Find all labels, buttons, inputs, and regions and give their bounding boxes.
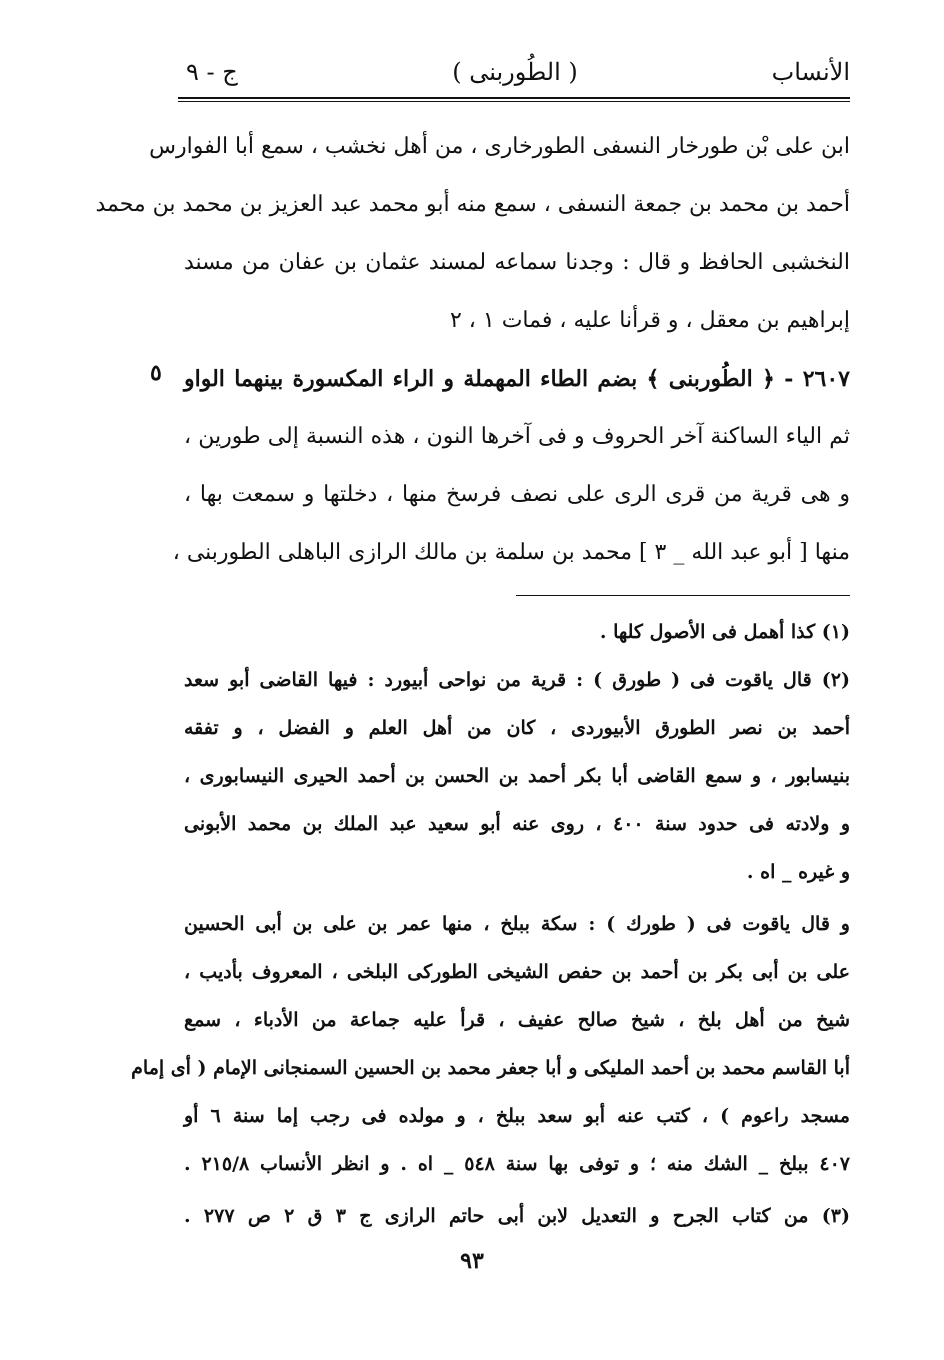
footnote-line: أبا القاسم محمد بن أحمد المليكى و أبا جعفر محمد بن الحسين السمنجانى الإمام ( أى إمام <box>131 1057 850 1079</box>
text-line: ابن على بْن طورخار النسفى الطورخارى ، من أهل نخشب ، سمع أبا الفوارس <box>149 134 850 159</box>
footnote-line: ٤٠٧ ببلخ _ الشك منه ؛ و توفى بها سنة ٥٤٨ _ اه . و انظر الأنساب ٢١٥/٨ . <box>184 1153 850 1175</box>
footnote-line: (٣) من كتاب الجرح و التعديل لابن أبى حاتم الرازى ج ٣ ق ٢ ص ٢٧٧ . <box>184 1205 850 1227</box>
margin-line-number: ٥ <box>150 360 162 386</box>
running-header <box>180 50 850 90</box>
entry-line: منها [ أبو عبد الله _ ٣ ] محمد بن سلمة بن مالك الرازى الباهلى الطوربنى ، <box>172 540 850 565</box>
entry-heading-text: ﴿ الطُوربنى ﴾ بضم الطاء المهملة و الراء المكسورة بينهما الواو <box>184 366 775 392</box>
text-line <box>184 292 850 350</box>
entry-number: ٢٦٠٧ - <box>784 366 850 392</box>
main-text <box>95 118 850 582</box>
header-title: ( الطُوربنى ) <box>452 58 578 86</box>
page-number: ٩٣ <box>460 1248 484 1274</box>
header-rule-thin <box>178 101 850 102</box>
text-line-content: إبراهيم بن معقل ، و قرأنا عليه ، فمات ١ ، ٢ <box>449 308 850 333</box>
footnote-line: مسجد راعوم ) ، كتب عنه أبو سعد ببلخ ، و مولده فى رجب إما سنة ٦ أو <box>184 1105 850 1127</box>
footnote-line: و ولادته فى حدود سنة ٤٠٠ ، روى عنه أبو سعيد عبد الملك بن محمد الأبونى <box>184 813 850 835</box>
text-line: النخشبى الحافظ و قال : وجدنا سماعه لمسند عثمان بن عفان من مسند <box>184 250 850 275</box>
volume-label: ج - ٩ <box>186 58 238 86</box>
footnote-line: شيخ من أهل بلخ ، شيخ صالح عفيف ، قرأ عليه جماعة من الأدباء ، سمع <box>184 1009 850 1031</box>
footnote-line: على بن أبى بكر بن أحمد بن حفص الشيخى الطوركى البلخى ، المعروف بأديب ، <box>184 961 850 983</box>
entry-line: ثم الياء الساكنة آخر الحروف و فى آخرها النون ، هذه النسبة إلى طورين ، <box>184 424 850 449</box>
footnote-line: (٢) قال ياقوت فى ( طورق ) : قرية من نواحى أبيورد : فيها القاضى أبو سعد <box>184 669 850 691</box>
entry-heading-line <box>184 350 850 408</box>
book-title: الأنساب <box>771 58 850 86</box>
text-line: أحمد بن محمد بن جمعة النسفى ، سمع منه أبو محمد عبد العزيز بن محمد بن محمد <box>95 192 850 217</box>
entry-line: و هى قرية من قرى الرى على نصف فرسخ منها ، دخلتها و سمعت بها ، <box>184 482 850 507</box>
footnote-line: بنيسابور ، و سمع القاضى أبا بكر أحمد بن الحسن بن أحمد الحيرى النيسابورى ، <box>184 765 850 787</box>
header-rule <box>178 97 850 99</box>
footnote-line: و غيره _ اه . <box>746 861 850 883</box>
footnote-line: (١) كذا أهمل فى الأصول كلها . <box>599 621 850 643</box>
footnote-line: و قال ياقوت فى ( طورك ) : سكة ببلخ ، منها عمر بن على بن أبى الحسين <box>184 913 850 935</box>
footnote-line: أحمد بن نصر الطورق الأبيوردى ، كان من أهل العلم و الفضل ، و تفقه <box>184 717 850 739</box>
footnote-separator <box>516 595 850 596</box>
footnotes <box>131 608 850 1240</box>
